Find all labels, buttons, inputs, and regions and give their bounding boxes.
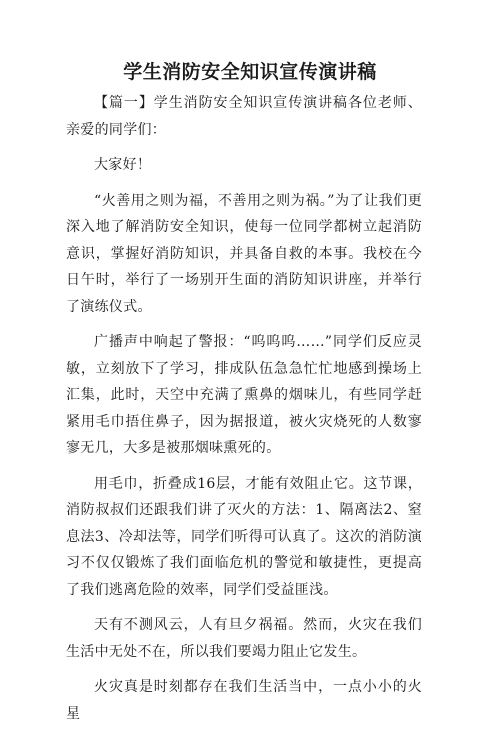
document-body: [66, 90, 422, 736]
document-title: 学生消防安全知识宣传演讲稿: [123, 61, 377, 83]
paragraph-alarm: 广播声中响起了警报：“呜呜呜……”同学们反应灵敏，立刻放下了学习，排成队伍急急忙忙地感到操场上汇集，此时，天空中充满了熏鼻的烟味儿，有些同学赶紧用毛巾捂住鼻子，因为据报道，被火灾烧死的人数寥寥无几，大多是被那烟味熏死的。: [66, 334, 422, 456]
paragraph-intro: 【篇一】学生消防安全知识宣传演讲稿各位老师、亲爱的同学们：: [66, 95, 422, 138]
paragraph-quote: “火善用之则为福，不善用之则为祸。”为了让我们更深入地了解消防安全知识，使每一位同学都树立起消防意识，掌握好消防知识，并具备自救的本事。我校在今日午时，举行了一场别开生面的消防知识讲座，并举行了演练仪式。: [66, 192, 422, 315]
paragraph-greeting: 大家好！: [94, 157, 152, 173]
paragraph-proverb: 天有不测风云，人有旦夕祸福。然而，火灾在我们生活中无处不在，所以我们要竭力阻止它发生。: [66, 617, 422, 660]
paragraph-fire: 火灾真是时刻都存在我们生活当中，一点小小的火星: [66, 679, 422, 722]
paragraph-towel: 用毛巾，折叠成16层，才能有效阻止它。这节课，消防叔叔们还跟我们讲了灭火的方法：1、隔离法2、窒息法3、冷却法等，同学们听得可认真了。这次的消防演习不仅仅锻炼了我们面临危机的警觉和敏捷性，更提高了我们逃离危险的效率，同学们受益匪浅。: [66, 475, 422, 598]
